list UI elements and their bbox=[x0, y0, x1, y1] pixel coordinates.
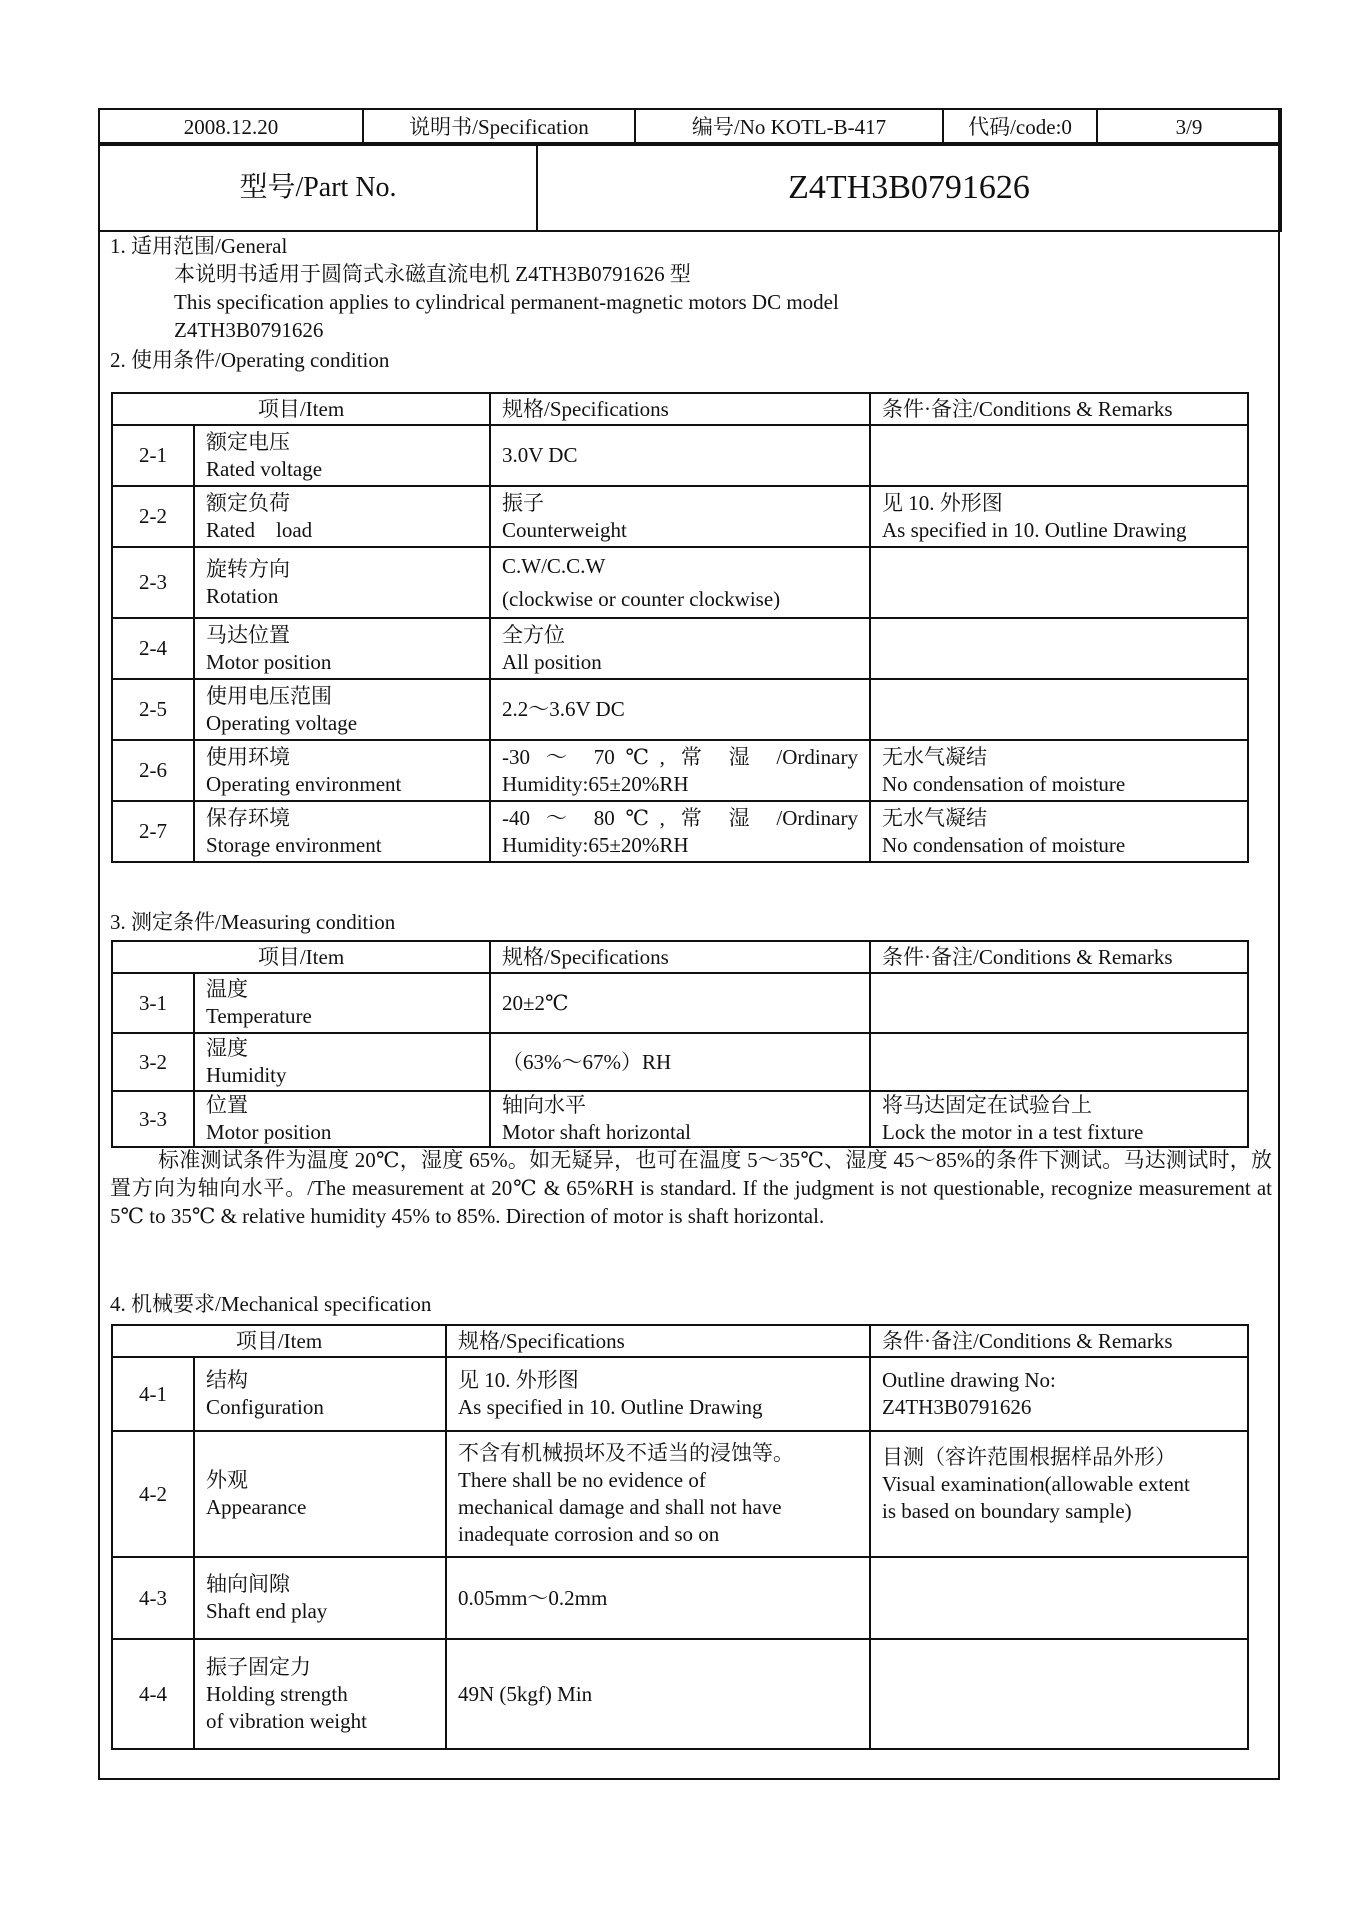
item-cn: 轴向间隙 bbox=[206, 1572, 290, 1596]
remark-line: Visual examination(allowable extent bbox=[882, 1472, 1190, 1496]
header-remarks: 条件·备注/Conditions & Remarks bbox=[870, 393, 1248, 425]
row-number: 2-4 bbox=[112, 618, 194, 679]
row-number: 2-7 bbox=[112, 801, 194, 862]
row-number: 2-2 bbox=[112, 486, 194, 547]
item-cn: 振子固定力 bbox=[206, 1654, 311, 1679]
item-cn: 使用环境 bbox=[206, 744, 290, 769]
header-item: 项目/Item bbox=[112, 941, 490, 973]
spec-cell bbox=[490, 740, 870, 801]
measuring-note bbox=[110, 1146, 1272, 1230]
remark-cell bbox=[870, 1639, 1248, 1749]
remark-cell bbox=[870, 618, 1248, 679]
item-en: Rated load bbox=[206, 517, 313, 542]
table-row bbox=[112, 740, 1248, 801]
remark-cell bbox=[870, 1431, 1248, 1557]
spec-line: As specified in 10. Outline Drawing bbox=[458, 1395, 763, 1419]
table-header-row bbox=[112, 393, 1248, 425]
spec-line: C.W/C.C.W bbox=[502, 553, 606, 578]
item-cn: 使用电压范围 bbox=[206, 683, 332, 708]
remark-line: 将马达固定在试验台上 bbox=[882, 1093, 1093, 1117]
item-en: Storage environment bbox=[206, 832, 382, 857]
remark-line: No condensation of moisture bbox=[882, 771, 1126, 796]
table-row bbox=[112, 547, 1248, 618]
item-en: Shaft end play bbox=[206, 1599, 328, 1623]
spec-line: Motor shaft horizontal bbox=[502, 1120, 691, 1144]
item-en: Motor position bbox=[206, 1120, 332, 1144]
spec-cell bbox=[446, 1357, 870, 1431]
item-cell bbox=[194, 801, 490, 862]
item-en: Holding strength bbox=[206, 1681, 348, 1706]
spec-cell bbox=[490, 425, 870, 486]
remark-line: 无水气凝结 bbox=[882, 744, 988, 769]
table-header-row bbox=[112, 941, 1248, 973]
item-cn: 温度 bbox=[206, 977, 248, 1001]
item-cell bbox=[194, 1557, 446, 1639]
header-item: 项目/Item bbox=[112, 393, 490, 425]
row-number: 4-4 bbox=[112, 1639, 194, 1749]
page-number: 3/9 bbox=[1097, 109, 1281, 145]
table-row bbox=[112, 1557, 1248, 1639]
remark-cell bbox=[870, 679, 1248, 740]
header-specifications: 规格/Specifications bbox=[490, 393, 870, 425]
table-row bbox=[112, 801, 1248, 862]
spec-cell bbox=[490, 679, 870, 740]
table-header-row bbox=[112, 1325, 1248, 1357]
spec-line: 振子 bbox=[502, 490, 545, 515]
spec-line: 49N (5kgf) Min bbox=[458, 1681, 593, 1706]
remark-line: 无水气凝结 bbox=[882, 805, 988, 830]
spec-cell bbox=[490, 1033, 870, 1091]
item-cell bbox=[194, 618, 490, 679]
remark-line: Lock the motor in a test fixture bbox=[882, 1120, 1144, 1144]
remark-cell bbox=[870, 1557, 1248, 1639]
row-number: 3-1 bbox=[112, 973, 194, 1033]
item-cn: 结构 bbox=[206, 1368, 248, 1392]
item-cell bbox=[194, 1091, 490, 1147]
section1-title: 1. 适用范围/General bbox=[110, 234, 288, 258]
table-row bbox=[112, 425, 1248, 486]
measuring-note-text: 标准测试条件为温度 20℃，湿度 65%。如无疑异，也可在温度 5～35℃、湿度 45～85%的条件下测试。马达测试时，放置方向为轴向水平。/The measurement at 20℃ & 65%RH is standard. If the judgment is not questionable, recognize measurement at 5℃ to 35℃ & relative humidity 45% to 85%. Direction of motor is shaft horizontal. bbox=[110, 1148, 1272, 1228]
item-en: Operating environment bbox=[206, 771, 402, 796]
spec-line: 全方位 bbox=[502, 622, 566, 647]
spec-line: 不含有机械损坏及不适当的浸蚀等。 bbox=[458, 1441, 795, 1465]
row-number: 4-3 bbox=[112, 1557, 194, 1639]
remark-line: Z4TH3B0791626 bbox=[882, 1395, 1032, 1419]
table-row bbox=[112, 1431, 1248, 1557]
item-en: of vibration weight bbox=[206, 1708, 367, 1733]
spec-line: Humidity:65±20%RH bbox=[502, 771, 689, 796]
spec-line: 见 10. 外形图 bbox=[458, 1368, 579, 1392]
spec-line: -30 ～ 70℃, 常 湿 /Ordinary bbox=[502, 744, 859, 769]
item-cell bbox=[194, 1639, 446, 1749]
item-cell bbox=[194, 973, 490, 1033]
table-row bbox=[112, 1091, 1248, 1147]
remark-cell bbox=[870, 801, 1248, 862]
spec-cell bbox=[490, 618, 870, 679]
item-cn: 湿度 bbox=[206, 1036, 248, 1060]
item-en: Temperature bbox=[206, 1004, 312, 1028]
item-cn: 马达位置 bbox=[206, 622, 290, 647]
item-cn: 位置 bbox=[206, 1093, 248, 1117]
part-number-table bbox=[98, 142, 1282, 232]
item-en: Appearance bbox=[206, 1495, 307, 1519]
remark-cell bbox=[870, 425, 1248, 486]
section1-line-en: This specification applies to cylindrical permanent-magnetic motors DC model bbox=[174, 290, 839, 314]
table-row bbox=[112, 973, 1248, 1033]
spec-line: 20±2℃ bbox=[502, 990, 569, 1015]
row-number: 2-5 bbox=[112, 679, 194, 740]
remark-line: Outline drawing No: bbox=[882, 1368, 1056, 1392]
spec-line: There shall be no evidence of bbox=[458, 1468, 706, 1492]
item-cn: 外观 bbox=[206, 1468, 248, 1492]
spec-cell bbox=[490, 1091, 870, 1147]
remark-line: 见 10. 外形图 bbox=[882, 490, 1003, 515]
item-cn: 额定电压 bbox=[206, 429, 290, 454]
item-en: Rotation bbox=[206, 583, 279, 608]
row-number: 2-6 bbox=[112, 740, 194, 801]
section3-title: 3. 测定条件/Measuring condition bbox=[110, 910, 396, 934]
operating-condition-table bbox=[111, 392, 1249, 863]
spec-line: Humidity:65±20%RH bbox=[502, 832, 689, 857]
row-number: 2-1 bbox=[112, 425, 194, 486]
spec-line: (clockwise or counter clockwise) bbox=[502, 586, 781, 611]
spec-cell bbox=[446, 1557, 870, 1639]
mechanical-spec-table bbox=[111, 1324, 1249, 1750]
doc-type: 说明书/Specification bbox=[363, 109, 635, 145]
doc-number: 编号/No KOTL-B-417 bbox=[635, 109, 943, 145]
remark-line: 目测（容许范围根据样品外形） bbox=[882, 1445, 1177, 1469]
item-cell bbox=[194, 1431, 446, 1557]
item-cell bbox=[194, 1357, 446, 1431]
item-cn: 额定负荷 bbox=[206, 490, 290, 515]
item-cell bbox=[194, 547, 490, 618]
spec-line: 3.0V DC bbox=[502, 443, 578, 467]
section4-title: 4. 机械要求/Mechanical specification bbox=[110, 1292, 432, 1316]
item-cell bbox=[194, 679, 490, 740]
spec-cell bbox=[490, 486, 870, 547]
item-en: Operating voltage bbox=[206, 710, 358, 735]
spec-cell bbox=[446, 1639, 870, 1749]
row-number: 2-3 bbox=[112, 547, 194, 618]
remark-cell bbox=[870, 547, 1248, 618]
spec-cell bbox=[490, 973, 870, 1033]
remark-cell bbox=[870, 740, 1248, 801]
table-row bbox=[112, 1357, 1248, 1431]
spec-cell bbox=[490, 547, 870, 618]
row-number: 4-2 bbox=[112, 1431, 194, 1557]
measuring-condition-table bbox=[111, 940, 1249, 1148]
table-row bbox=[112, 1033, 1248, 1091]
remark-line: As specified in 10. Outline Drawing bbox=[882, 517, 1187, 542]
spec-line: inadequate corrosion and so on bbox=[458, 1522, 720, 1546]
spec-line: 2.2～3.6V DC bbox=[502, 697, 625, 721]
item-cell bbox=[194, 740, 490, 801]
table-row bbox=[112, 1639, 1248, 1749]
row-number: 3-3 bbox=[112, 1091, 194, 1147]
remark-cell bbox=[870, 1091, 1248, 1147]
item-cn: 保存环境 bbox=[206, 805, 290, 830]
item-cn: 旋转方向 bbox=[206, 556, 290, 581]
spec-line: 轴向水平 bbox=[502, 1093, 587, 1117]
spec-cell bbox=[490, 801, 870, 862]
remark-cell bbox=[870, 486, 1248, 547]
spec-line: Counterweight bbox=[502, 517, 627, 542]
item-cell bbox=[194, 486, 490, 547]
spec-line: 0.05mm～0.2mm bbox=[458, 1585, 608, 1610]
row-number: 4-1 bbox=[112, 1357, 194, 1431]
row-number: 3-2 bbox=[112, 1033, 194, 1091]
item-en: Rated voltage bbox=[206, 456, 323, 481]
remark-cell bbox=[870, 1033, 1248, 1091]
remark-line: No condensation of moisture bbox=[882, 832, 1126, 857]
table-row bbox=[112, 679, 1248, 740]
header-specifications: 规格/Specifications bbox=[446, 1325, 870, 1357]
remark-cell bbox=[870, 1357, 1248, 1431]
item-cell bbox=[194, 1033, 490, 1091]
header-remarks: 条件·备注/Conditions & Remarks bbox=[870, 941, 1248, 973]
header-table bbox=[98, 108, 1282, 146]
section2-title: 2. 使用条件/Operating condition bbox=[110, 348, 390, 372]
remark-line: is based on boundary sample) bbox=[882, 1499, 1132, 1523]
doc-code: 代码/code:0 bbox=[943, 109, 1097, 145]
spec-line: All position bbox=[502, 649, 602, 674]
item-en: Motor position bbox=[206, 649, 332, 674]
section1-line-cn: 本说明书适用于圆筒式永磁直流电机 Z4TH3B0791626 型 bbox=[174, 262, 691, 286]
item-cell bbox=[194, 425, 490, 486]
spec-cell bbox=[446, 1431, 870, 1557]
header-specifications: 规格/Specifications bbox=[490, 941, 870, 973]
spec-line: mechanical damage and shall not have bbox=[458, 1495, 782, 1519]
remark-cell bbox=[870, 973, 1248, 1033]
table-row bbox=[112, 618, 1248, 679]
part-number-label: 型号/Part No. bbox=[99, 143, 537, 231]
section1-line-model: Z4TH3B0791626 bbox=[174, 318, 324, 342]
header-remarks: 条件·备注/Conditions & Remarks bbox=[870, 1325, 1248, 1357]
header-item: 项目/Item bbox=[112, 1325, 446, 1357]
item-en: Humidity bbox=[206, 1063, 287, 1087]
table-row bbox=[112, 486, 1248, 547]
part-number-value: Z4TH3B0791626 bbox=[537, 143, 1281, 231]
spec-line: （63%～67%）RH bbox=[502, 1049, 672, 1074]
doc-date: 2008.12.20 bbox=[99, 109, 363, 145]
page-frame bbox=[98, 108, 1280, 1780]
item-en: Configuration bbox=[206, 1395, 324, 1419]
spec-line: -40 ～ 80℃, 常 湿 /Ordinary bbox=[502, 805, 859, 830]
